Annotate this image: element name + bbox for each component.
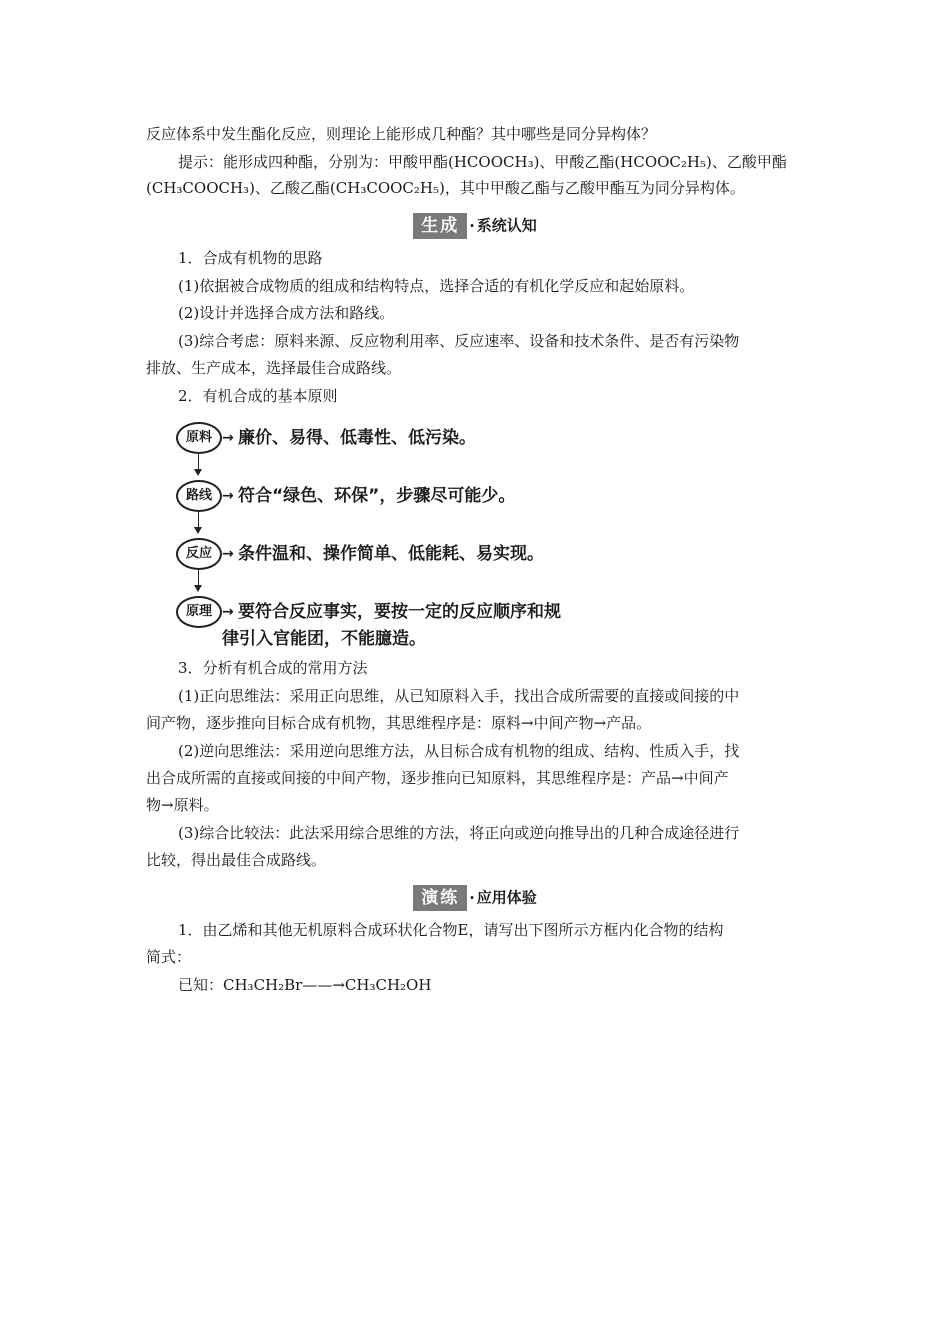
point-3-c-line1: (3)综合比较法：此法采用综合思维的方法，将正向或逆向推导出的几种合成途径进行	[178, 824, 740, 842]
hint-line-2: (CH₃COOCH₃)、乙酸乙酯(CH₃COOC₂H₅)，其中甲酸乙酯与乙酸甲酯互为同分异构体。	[146, 179, 745, 197]
section-header-practice	[0, 884, 950, 911]
arrow-icon: →	[222, 430, 234, 446]
point-3-b-line2: 出合成所需的直接或间接的中间产物，逐步推向已知原料，其思维程序是：产品→中间产	[146, 769, 729, 787]
section-title: 应用体验	[476, 888, 537, 907]
point-3-b-line3: 物→原料。	[146, 796, 219, 814]
known-reaction: 已知：CH₃CH₂Br——→CH₃CH₂OH	[178, 976, 432, 994]
question-1-line2: 简式：	[146, 948, 192, 966]
arrow-icon: →	[222, 604, 234, 620]
hint-line-1: 提示：能形成四种酯，分别为：甲酸甲酯(HCOOCH₃)、甲酸乙酯(HCOOC₂H₅)、乙酸甲酯	[178, 153, 787, 171]
node-route: 路线	[176, 480, 222, 512]
arrow-icon: →	[222, 546, 234, 562]
point-3-title: 3．分析有机合成的常用方法	[178, 659, 368, 677]
point-3-a-line2: 间产物，逐步推向目标合成有机物，其思维程序是：原料→中间产物→产品。	[146, 714, 652, 732]
point-1-b: (2)设计并选择合成方法和路线。	[178, 304, 395, 322]
point-2-title: 2．有机合成的基本原则	[178, 387, 338, 405]
node-reaction: 反应	[176, 538, 222, 570]
connector-line	[198, 454, 199, 470]
connector-line	[198, 512, 199, 528]
point-1-c-line2: 排放、生产成本，选择最佳合成路线。	[146, 359, 402, 377]
point-1-title: 1．合成有机物的思路	[178, 249, 323, 267]
section-badge: 演练	[413, 885, 467, 911]
section-dot: ·	[469, 215, 475, 235]
node-raw-material-text: 廉价、易得、低毒性、低污染。	[238, 428, 476, 448]
node-principle: 原理	[176, 596, 222, 628]
down-arrow-icon	[194, 527, 202, 534]
node-principle-text: 要符合反应事实，要按一定的反应顺序和规	[238, 602, 561, 622]
section-header-generate	[0, 212, 950, 239]
principles-diagram	[176, 418, 636, 650]
point-3-a-line1: (1)正向思维法：采用正向思维，从已知原料入手，找出合成所需要的直接或间接的中	[178, 687, 740, 705]
node-route-text: 符合“绿色、环保”，步骤尽可能少。	[238, 486, 516, 506]
node-reaction-text: 条件温和、操作简单、低能耗、易实现。	[238, 544, 544, 564]
arrow-icon: →	[222, 488, 234, 504]
point-1-c-line1: (3)综合考虑：原料来源、反应物利用率、反应速率、设备和技术条件、是否有污染物	[178, 332, 740, 350]
point-3-b-line1: (2)逆向思维法：采用逆向思维方法，从目标合成有机物的组成、结构、性质入手，找	[178, 742, 740, 760]
section-badge: 生成	[413, 213, 467, 239]
section-dot: ·	[469, 887, 475, 907]
point-3-c-line2: 比较，得出最佳合成路线。	[146, 851, 327, 869]
connector-line	[198, 570, 199, 586]
intro-question: 反应体系中发生酯化反应，则理论上能形成几种酯？其中哪些是同分异构体？	[146, 125, 657, 143]
down-arrow-icon	[194, 469, 202, 476]
down-arrow-icon	[194, 585, 202, 592]
question-1-line1: 1．由乙烯和其他无机原料合成环状化合物E，请写出下图所示方框内化合物的结构	[178, 921, 724, 939]
point-1-a: (1)依据被合成物质的组成和结构特点，选择合适的有机化学反应和起始原料。	[178, 277, 695, 295]
node-principle-text-cont: 律引入官能团，不能臆造。	[222, 629, 426, 649]
node-raw-material: 原料	[176, 422, 222, 454]
section-title: 系统认知	[476, 216, 537, 235]
